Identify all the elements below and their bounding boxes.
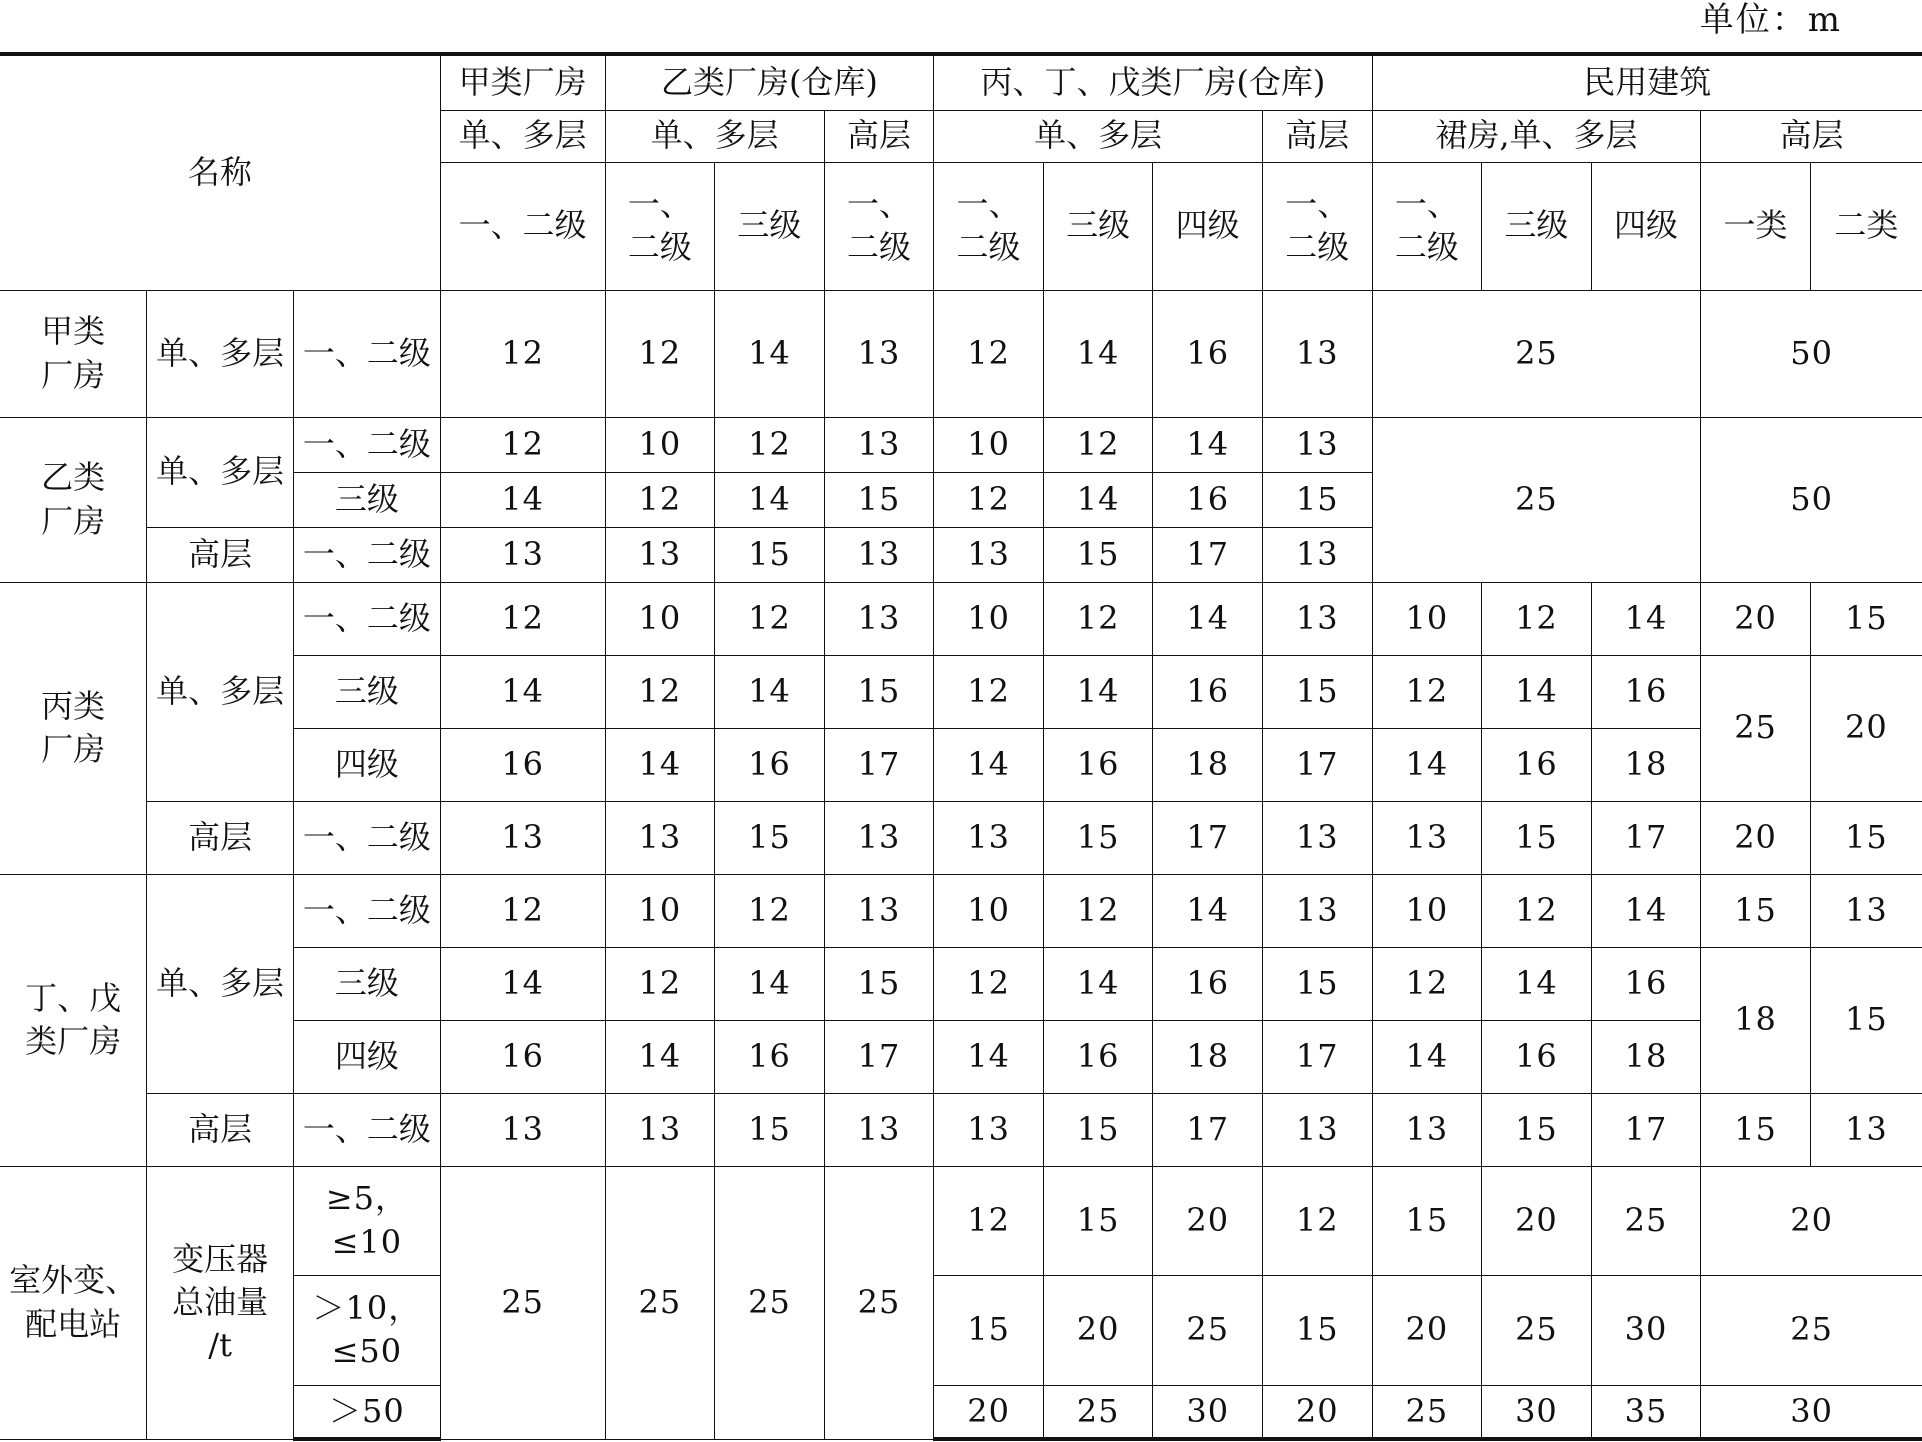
table-cell: 13 — [1372, 801, 1482, 874]
header-grade: 四级 — [1591, 162, 1701, 290]
table-cell: 14 — [1153, 874, 1263, 947]
table-cell: 16 — [1591, 947, 1701, 1020]
row-grade: 四级 — [294, 728, 441, 801]
table-cell: 18 — [1591, 728, 1701, 801]
table-cell: 18 — [1701, 947, 1811, 1093]
table-cell: 16 — [1482, 1020, 1592, 1093]
table-cell: 14 — [1482, 947, 1592, 1020]
table-cell: 12 — [1043, 874, 1153, 947]
table-cell: 14 — [1153, 417, 1263, 472]
table-cell: 20 — [1262, 1385, 1372, 1439]
header-civil-podium: 裙房,单、多层 — [1372, 110, 1701, 162]
table-cell: 13 — [824, 417, 934, 472]
table-cell: 15 — [1482, 801, 1592, 874]
header-a-single-multi: 单、多层 — [440, 110, 605, 162]
table-cell: 13 — [824, 527, 934, 582]
table-cell: 14 — [440, 655, 605, 728]
table-cell: 14 — [1372, 1020, 1482, 1093]
table-cell: 15 — [1810, 947, 1922, 1093]
table-cell: 10 — [1372, 582, 1482, 655]
table-cell: 18 — [1153, 1020, 1263, 1093]
table-cell: 25 — [1701, 1275, 1922, 1385]
table-cell: 15 — [1262, 1275, 1372, 1385]
table-cell: 16 — [1043, 1020, 1153, 1093]
row-type: 变压器 总油量 /t — [147, 1166, 294, 1439]
table-cell: 12 — [715, 582, 825, 655]
table-cell: 13 — [1262, 582, 1372, 655]
table-cell: 20 — [1482, 1166, 1592, 1275]
table-cell: 30 — [1591, 1275, 1701, 1385]
table-cell: 14 — [1591, 874, 1701, 947]
table-cell: 18 — [1591, 1020, 1701, 1093]
table-cell: 13 — [440, 801, 605, 874]
table-cell: 12 — [934, 290, 1044, 417]
table-cell: 12 — [1043, 417, 1153, 472]
row-grade: 三级 — [294, 655, 441, 728]
header-class: 一类 — [1701, 162, 1811, 290]
header-cde-single-multi: 单、多层 — [934, 110, 1263, 162]
table-cell: 12 — [1482, 582, 1592, 655]
table-row — [0, 1166, 1922, 1275]
row-type: 单、多层 — [147, 290, 294, 417]
table-cell: 12 — [715, 874, 825, 947]
table-row — [0, 417, 1922, 472]
table-cell: 15 — [1372, 1166, 1482, 1275]
table-cell: 25 — [1701, 655, 1811, 801]
table-cell: 15 — [1043, 527, 1153, 582]
table-cell: 35 — [1591, 1385, 1701, 1439]
table-cell: 14 — [440, 947, 605, 1020]
table-cell: 13 — [824, 874, 934, 947]
table-cell: 12 — [715, 417, 825, 472]
table-cell: 13 — [440, 527, 605, 582]
table-cell: 13 — [1262, 874, 1372, 947]
table-cell: 15 — [715, 527, 825, 582]
table-cell: 13 — [1262, 417, 1372, 472]
table-cell: 15 — [824, 947, 934, 1020]
header-cat-cde: 丙、丁、戊类厂房(仓库) — [934, 54, 1372, 110]
table-cell: 15 — [1262, 947, 1372, 1020]
table-cell: 12 — [440, 582, 605, 655]
row-range: ≥5， ≤10 — [294, 1166, 441, 1275]
table-cell: 17 — [1153, 801, 1263, 874]
table-cell: 13 — [605, 801, 715, 874]
table-cell: 14 — [1043, 290, 1153, 417]
table-cell: 25 — [440, 1166, 605, 1439]
table-cell: 12 — [440, 290, 605, 417]
table-cell: 12 — [605, 947, 715, 1020]
table-cell: 13 — [824, 1093, 934, 1166]
header-grade: 四级 — [1153, 162, 1263, 290]
table-cell: 25 — [1591, 1166, 1701, 1275]
table-cell: 12 — [934, 655, 1044, 728]
table-cell: 17 — [1262, 1020, 1372, 1093]
table-cell: 13 — [824, 801, 934, 874]
table-cell: 14 — [715, 655, 825, 728]
table-cell: 30 — [1701, 1385, 1922, 1439]
table-cell: 12 — [605, 290, 715, 417]
table-cell: 25 — [1372, 417, 1701, 582]
table-cell: 16 — [1153, 947, 1263, 1020]
table-cell: 16 — [715, 1020, 825, 1093]
table-cell: 17 — [824, 728, 934, 801]
row-grade: 三级 — [294, 472, 441, 527]
table-cell: 12 — [934, 947, 1044, 1020]
table-cell: 14 — [715, 947, 825, 1020]
table-cell: 13 — [1262, 290, 1372, 417]
table-cell: 13 — [934, 1093, 1044, 1166]
table-cell: 16 — [1591, 655, 1701, 728]
row-grade: 一、二级 — [294, 290, 441, 417]
table-cell: 20 — [1043, 1275, 1153, 1385]
row-type: 单、多层 — [147, 582, 294, 801]
header-b-single-multi: 单、多层 — [605, 110, 824, 162]
table-cell: 17 — [1262, 728, 1372, 801]
table-cell: 13 — [824, 290, 934, 417]
table-cell: 14 — [934, 1020, 1044, 1093]
table-cell: 20 — [1701, 582, 1811, 655]
table-cell: 14 — [605, 728, 715, 801]
row-category: 甲类 厂房 — [0, 290, 147, 417]
table-cell: 13 — [605, 1093, 715, 1166]
header-row-1 — [0, 54, 1922, 110]
table-cell: 15 — [1043, 1093, 1153, 1166]
table-cell: 13 — [440, 1093, 605, 1166]
table-cell: 14 — [605, 1020, 715, 1093]
table-cell: 13 — [1810, 1093, 1922, 1166]
table-cell: 17 — [1153, 1093, 1263, 1166]
header-civil: 民用建筑 — [1372, 54, 1922, 110]
row-category: 丁、戊 类厂房 — [0, 874, 147, 1166]
table-cell: 10 — [934, 582, 1044, 655]
header-grade: 一、 二级 — [605, 162, 715, 290]
table-cell: 12 — [605, 655, 715, 728]
table-cell: 12 — [1482, 874, 1592, 947]
table-cell: 50 — [1701, 290, 1922, 417]
header-civil-high: 高层 — [1701, 110, 1922, 162]
table-cell: 14 — [1591, 582, 1701, 655]
table-cell: 16 — [1153, 290, 1263, 417]
table-cell: 13 — [605, 527, 715, 582]
table-row — [0, 801, 1922, 874]
table-cell: 14 — [715, 290, 825, 417]
table-cell: 12 — [1043, 582, 1153, 655]
table-cell: 20 — [1810, 655, 1922, 801]
table-cell: 15 — [1701, 1093, 1811, 1166]
table-cell: 20 — [1153, 1166, 1263, 1275]
table-cell: 12 — [1262, 1166, 1372, 1275]
table-cell: 18 — [1153, 728, 1263, 801]
table-cell: 14 — [1482, 655, 1592, 728]
header-grade: 一、 二级 — [1372, 162, 1482, 290]
table-cell: 12 — [934, 472, 1044, 527]
table-cell: 12 — [1372, 655, 1482, 728]
header-cat-a: 甲类厂房 — [440, 54, 605, 110]
fire-separation-distance-table — [0, 52, 1922, 1441]
table-cell: 14 — [1043, 947, 1153, 1020]
table-cell: 12 — [440, 417, 605, 472]
row-range: ＞10， ≤50 — [294, 1275, 441, 1385]
unit-label: 单位：m — [1699, 0, 1842, 40]
table-cell: 13 — [824, 582, 934, 655]
table-cell: 16 — [1153, 655, 1263, 728]
table-cell: 25 — [1372, 1385, 1482, 1439]
table-cell: 14 — [715, 472, 825, 527]
table-cell: 15 — [1482, 1093, 1592, 1166]
table-cell: 14 — [934, 728, 1044, 801]
row-category: 丙类 厂房 — [0, 582, 147, 874]
table-cell: 13 — [1262, 1093, 1372, 1166]
header-name: 名称 — [0, 54, 440, 290]
table-cell: 17 — [1591, 1093, 1701, 1166]
table-cell: 17 — [824, 1020, 934, 1093]
header-grade: 一、 二级 — [1262, 162, 1372, 290]
table-cell: 20 — [1701, 801, 1811, 874]
table-cell: 20 — [934, 1385, 1044, 1439]
table-cell: 50 — [1701, 417, 1922, 582]
header-cat-b: 乙类厂房(仓库) — [605, 54, 934, 110]
table-cell: 16 — [1043, 728, 1153, 801]
table-cell: 25 — [715, 1166, 825, 1439]
header-grade: 三级 — [1043, 162, 1153, 290]
table-cell: 14 — [1153, 582, 1263, 655]
table-cell: 15 — [1701, 874, 1811, 947]
table-cell: 15 — [1043, 801, 1153, 874]
table-cell: 10 — [934, 874, 1044, 947]
table-cell: 30 — [1482, 1385, 1592, 1439]
table-cell: 30 — [1153, 1385, 1263, 1439]
header-grade: 三级 — [715, 162, 825, 290]
row-grade: 一、二级 — [294, 417, 441, 472]
table-cell: 15 — [824, 655, 934, 728]
row-type: 高层 — [147, 1093, 294, 1166]
row-grade: 一、二级 — [294, 801, 441, 874]
header-grade: 一、 二级 — [824, 162, 934, 290]
table-cell: 12 — [934, 1166, 1044, 1275]
table-cell: 15 — [1262, 472, 1372, 527]
table-cell: 17 — [1591, 801, 1701, 874]
table-cell: 16 — [1482, 728, 1592, 801]
table-cell: 12 — [1372, 947, 1482, 1020]
table-cell: 15 — [1810, 801, 1922, 874]
row-grade: 一、二级 — [294, 582, 441, 655]
row-grade: 一、二级 — [294, 527, 441, 582]
header-class: 二类 — [1810, 162, 1922, 290]
table-cell: 16 — [715, 728, 825, 801]
table-cell: 15 — [715, 801, 825, 874]
table-cell: 25 — [824, 1166, 934, 1439]
row-range: ＞50 — [294, 1385, 441, 1439]
table-cell: 12 — [605, 472, 715, 527]
table-cell: 12 — [440, 874, 605, 947]
header-grade: 三级 — [1482, 162, 1592, 290]
table-cell: 13 — [1372, 1093, 1482, 1166]
table-cell: 14 — [440, 472, 605, 527]
header-grade: 一、 二级 — [934, 162, 1044, 290]
table-cell: 15 — [934, 1275, 1044, 1385]
table-row — [0, 582, 1922, 655]
table-cell: 16 — [1153, 472, 1263, 527]
table-cell: 14 — [1043, 472, 1153, 527]
table-cell: 16 — [440, 1020, 605, 1093]
table-cell: 14 — [1372, 728, 1482, 801]
table-cell: 13 — [934, 527, 1044, 582]
header-b-high: 高层 — [824, 110, 934, 162]
table-cell: 25 — [1153, 1275, 1263, 1385]
row-grade: 四级 — [294, 1020, 441, 1093]
row-type: 单、多层 — [147, 417, 294, 527]
table-cell: 10 — [605, 582, 715, 655]
table-cell: 20 — [1701, 1166, 1922, 1275]
table-cell: 15 — [824, 472, 934, 527]
table-cell: 15 — [1043, 1166, 1153, 1275]
table-cell: 16 — [440, 728, 605, 801]
table-cell: 10 — [605, 874, 715, 947]
table-cell: 10 — [605, 417, 715, 472]
table-cell: 10 — [934, 417, 1044, 472]
table-cell: 25 — [1482, 1275, 1592, 1385]
header-grade: 一、二级 — [440, 162, 605, 290]
table-cell: 15 — [1810, 582, 1922, 655]
table-row — [0, 1093, 1922, 1166]
row-category: 乙类 厂房 — [0, 417, 147, 582]
table-cell: 10 — [1372, 874, 1482, 947]
table-cell: 25 — [1043, 1385, 1153, 1439]
table-cell: 25 — [605, 1166, 715, 1439]
table-cell: 25 — [1372, 290, 1701, 417]
table-row — [0, 290, 1922, 417]
row-type: 高层 — [147, 527, 294, 582]
table-cell: 13 — [1262, 801, 1372, 874]
table-row — [0, 874, 1922, 947]
table-cell: 20 — [1372, 1275, 1482, 1385]
table-cell: 15 — [1262, 655, 1372, 728]
table-cell: 13 — [934, 801, 1044, 874]
table-cell: 14 — [1043, 655, 1153, 728]
row-type: 单、多层 — [147, 874, 294, 1093]
row-grade: 一、二级 — [294, 1093, 441, 1166]
table-cell: 15 — [715, 1093, 825, 1166]
header-cde-high: 高层 — [1262, 110, 1372, 162]
table-cell: 13 — [1262, 527, 1372, 582]
row-category: 室外变、 配电站 — [0, 1166, 147, 1439]
row-type: 高层 — [147, 801, 294, 874]
table-cell: 13 — [1810, 874, 1922, 947]
table-cell: 17 — [1153, 527, 1263, 582]
row-grade: 一、二级 — [294, 874, 441, 947]
row-grade: 三级 — [294, 947, 441, 1020]
